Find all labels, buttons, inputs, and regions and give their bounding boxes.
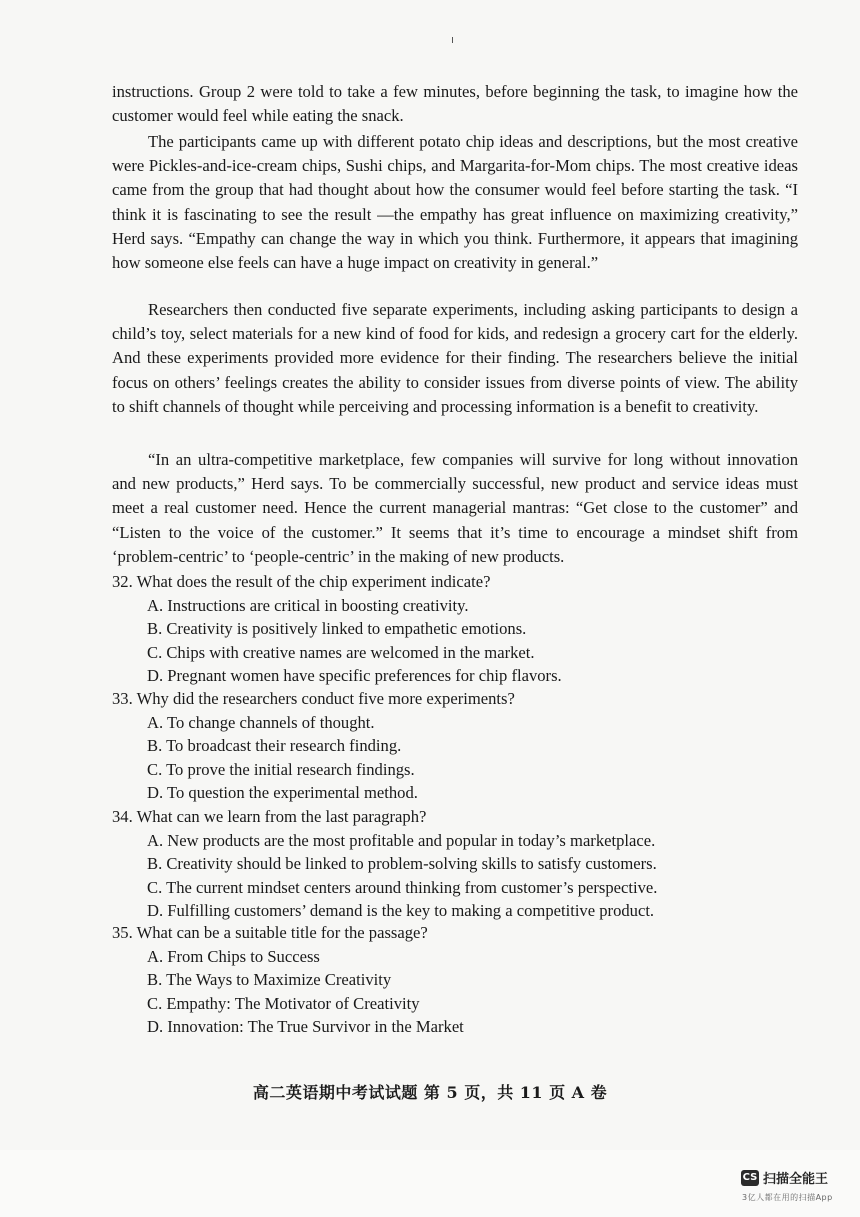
passage-paragraph-3: Researchers then conducted five separate experiments, including asking participants to design a child’s toy, select materials for a new kind of food for kids, and redesign a grocery cart for the elderly. And these experiments provided more evidence for their finding. The researchers believe the initial focus on others’ feelings creates the ability to consider issues from diverse points of view. The ability to shift channels of thought while perceiving and processing information is a benefit to creativity. [112, 300, 798, 416]
passage-paragraph-4: “In an ultra-competitive marketplace, few companies will survive for long without innovation and new products,” Herd says. To be commercially successful, new product and service ideas must meet a real customer need. Hence the current managerial mantras: “Get close to the customer” and “Listen to the voice of the customer.” It seems that it’s time to encourage a mindset shift from ‘problem-centric’ to ‘people-centric’ in the making of new products. [112, 450, 798, 566]
question-33-option-c: C. To prove the initial research findings. [147, 759, 415, 779]
scanner-app-name: 扫描全能王 [763, 1172, 829, 1187]
passage-paragraph-1: instructions. Group 2 were told to take a few minutes, before beginning the task, to imagine how the customer would feel while eating the snack. [112, 82, 798, 126]
question-34-stem: 34. What can we learn from the last paragraph? [112, 807, 427, 826]
question-32-option-c: C. Chips with creative names are welcomed in the market. [147, 642, 535, 662]
question-32-options [147, 594, 807, 688]
question-32-option-a: A. Instructions are critical in boosting creativity. [147, 596, 469, 615]
question-34-options [147, 829, 807, 923]
scanner-tagline: 3亿人都在用的扫描App [742, 1193, 833, 1202]
question-33-options [147, 711, 807, 805]
scan-margin [0, 1150, 860, 1217]
question-32-stem: 32. What does the result of the chip experiment indicate? [112, 572, 491, 591]
question-33-option-d: D. To question the experimental method. [147, 783, 418, 803]
question-33-stem: 33. Why did the researchers conduct five more experiments? [112, 689, 515, 708]
question-32-option-d: D. Pregnant women have specific preferences for chip flavors. [147, 666, 562, 686]
question-34-option-a: A. New products are the most profitable and popular in today’s marketplace. [147, 831, 656, 850]
question-35-option-d: D. Innovation: The True Survivor in the Market [147, 1017, 464, 1037]
question-35-option-a: A. From Chips to Success [147, 947, 320, 966]
question-32-option-b: B. Creativity is positively linked to empathetic emotions. [147, 619, 527, 639]
question-35-options [147, 945, 807, 1039]
question-35-stem: 35. What can be a suitable title for the passage? [112, 923, 428, 942]
question-34-option-d: D. Fulfilling customers’ demand is the key to making a competitive product. [147, 901, 655, 921]
question-35-option-b: B. The Ways to Maximize Creativity [147, 970, 392, 990]
page-footer: 高二英语期中考试试题 第 5 页，共 11 页 A 卷 [252, 1083, 608, 1102]
scan-mark [452, 37, 453, 43]
scanner-watermark [741, 1168, 828, 1187]
question-34-option-c: C. The current mindset centers around thinking from customer’s perspective. [147, 877, 658, 897]
camscanner-logo-icon: CS [741, 1170, 759, 1186]
question-33-option-b: B. To broadcast their research finding. [147, 736, 402, 756]
passage-paragraph-2: The participants came up with different potato chip ideas and descriptions, but the most creative were Pickles-and-ice-cream chips, Sushi chips, and Margarita-for-Mom chips. The most creative ideas came from the group that had thought about how the consumer would feel before starting the task. “I think it is fascinating to see the result —the empathy has great influence on maximizing creativity,” Herd says. “Empathy can change the way in which you think. Furthermore, it appears that imagining how someone else feels can have a huge impact on creativity in general.” [112, 132, 798, 273]
question-34-option-b: B. Creativity should be linked to problem-solving skills to satisfy customers. [147, 854, 657, 874]
question-33-option-a: A. To change channels of thought. [147, 713, 375, 732]
question-35-option-c: C. Empathy: The Motivator of Creativity [147, 993, 420, 1013]
